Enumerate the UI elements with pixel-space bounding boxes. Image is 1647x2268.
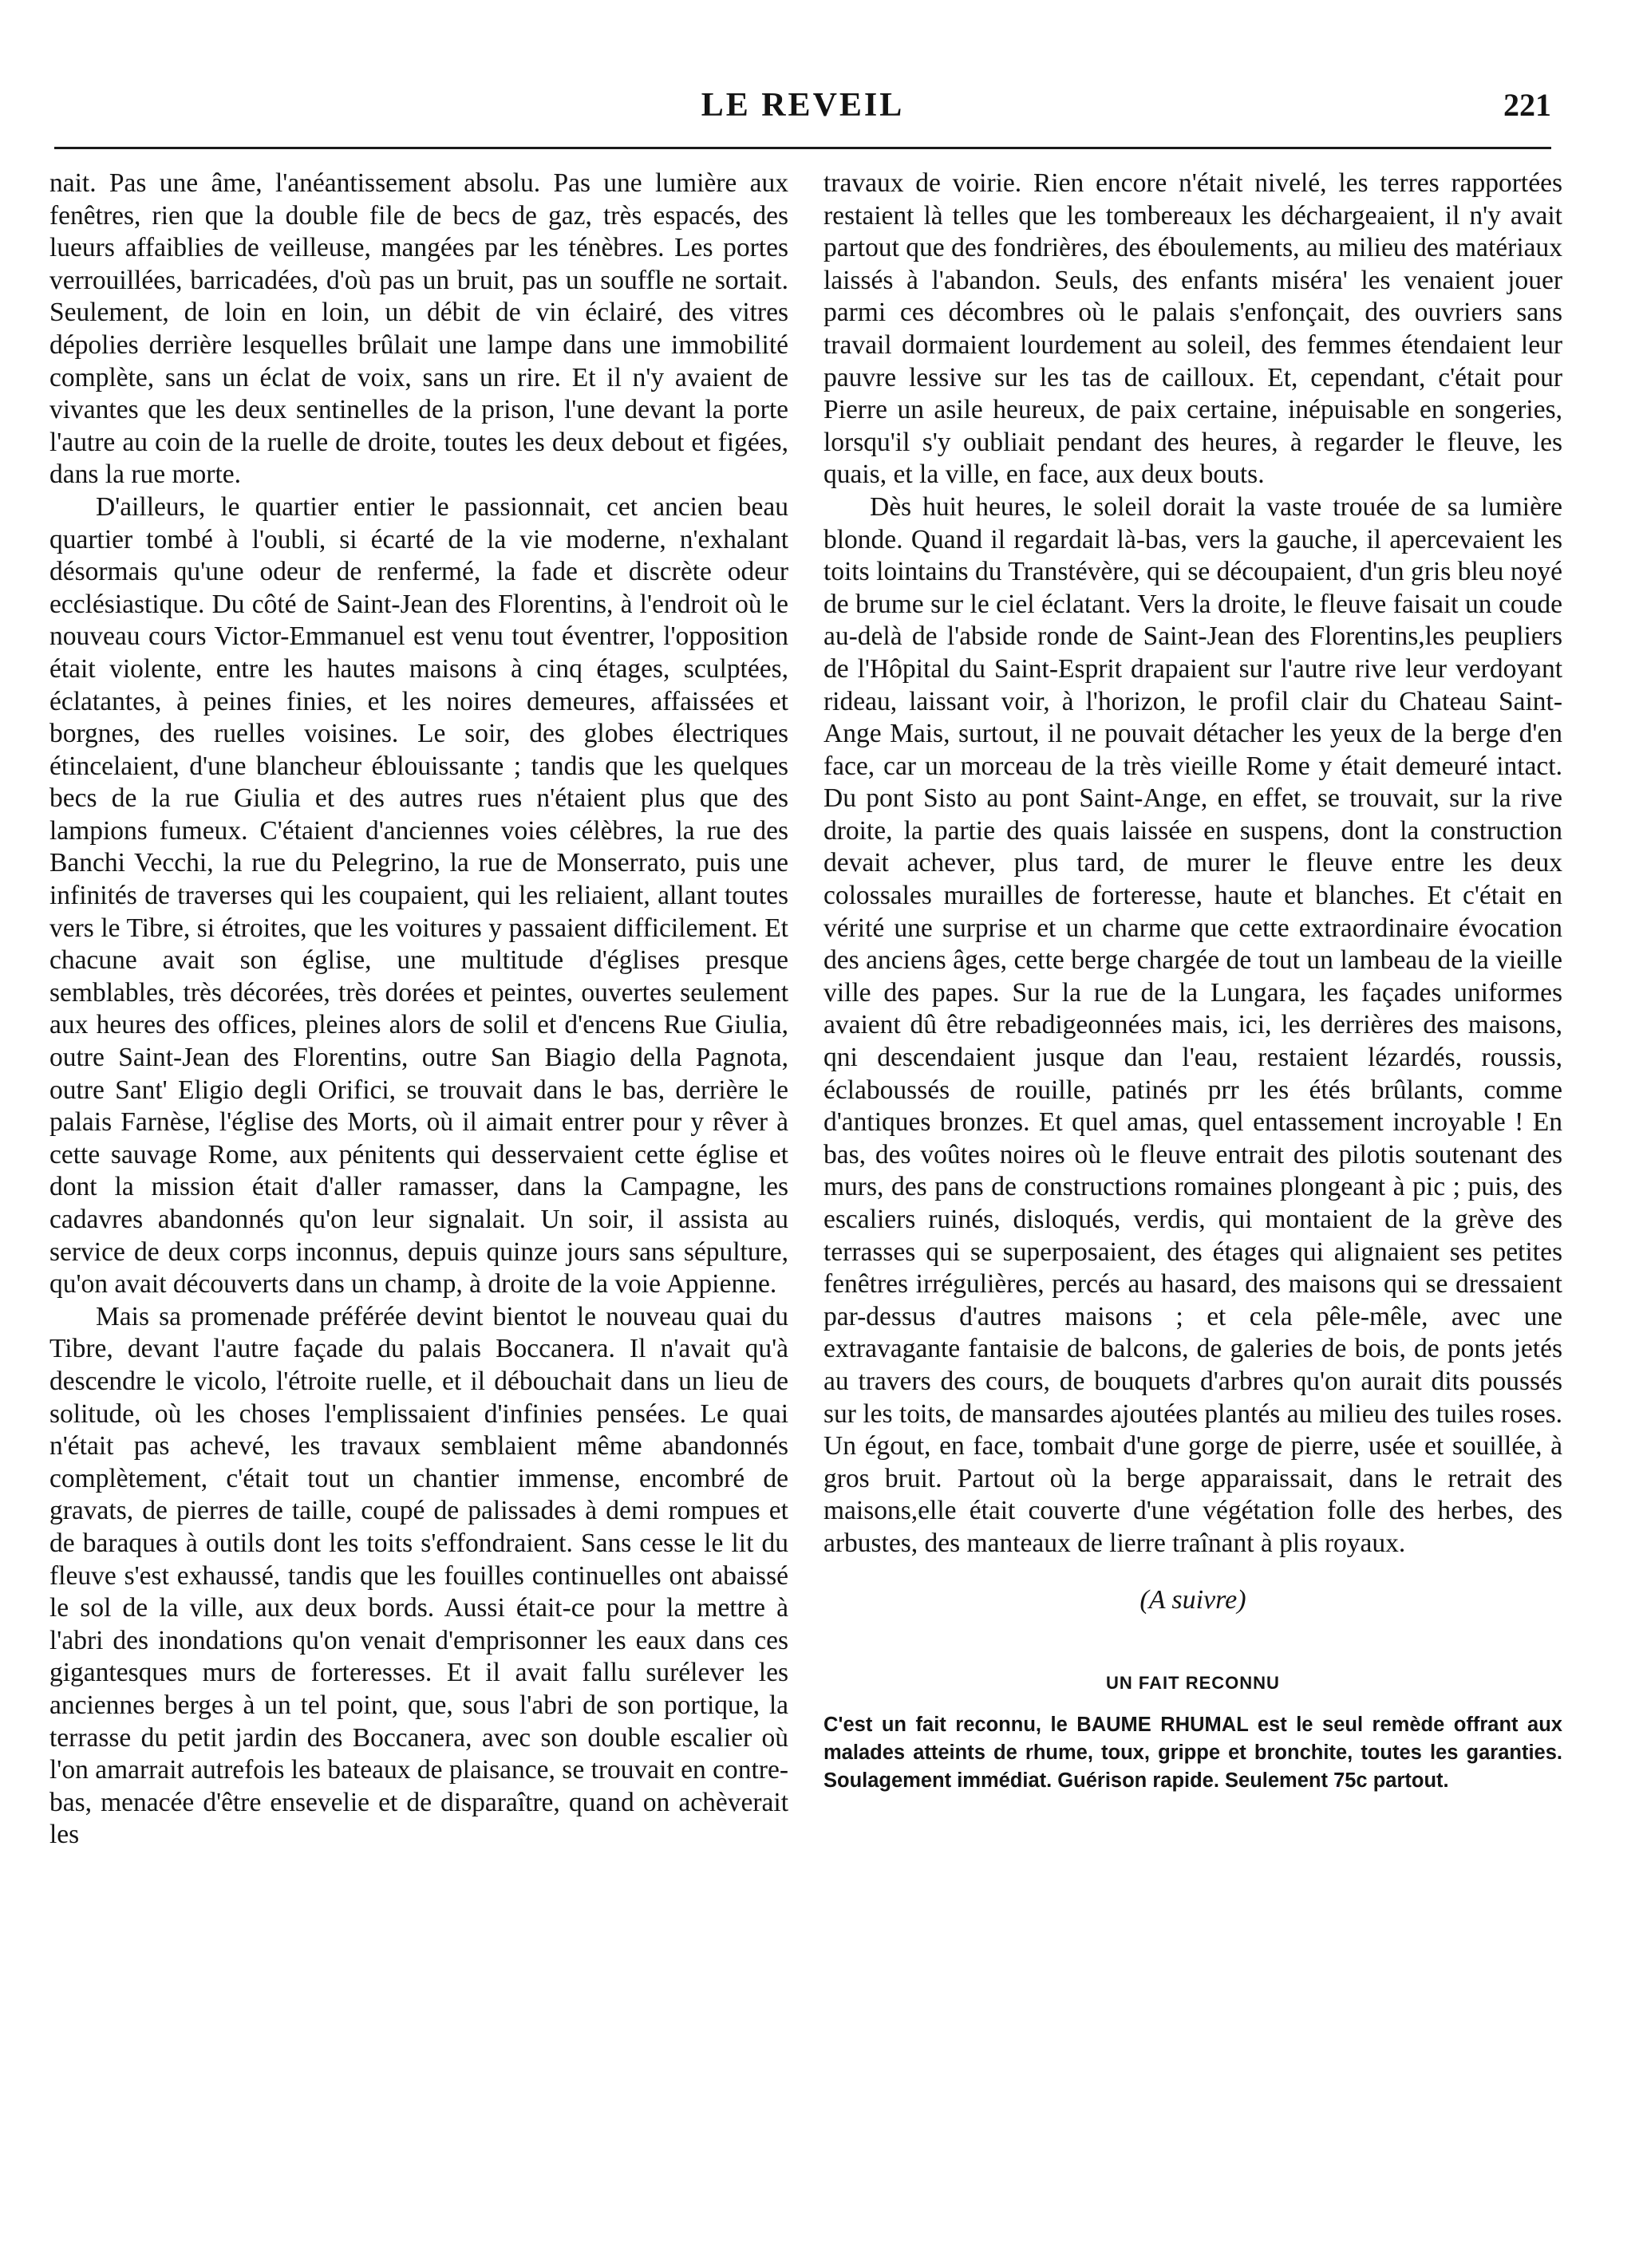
publication-title: LE REVEIL (701, 87, 905, 124)
to-be-continued: (A suivre) (1139, 1584, 1246, 1615)
paragraph: Mais sa promenade préférée devint bientot le nouveau quai du Tibre, devant l'autre façade du palais Boccanera. Il n'avait qu'à descendre le vicolo, l'étroite ruelle, et il débouchait dans un lieu de solitude, où les choses l'emplissaient d'infinies pensées. Le quai n'était pas achevé, les travaux semblaient même abandonnés complètement, c'était tout un chantier immense, encombré de gravats, de pierres de taille, coupé de palissades à demi rompues et de baraques à outils dont les toits s'effondraient. Sans cesse le lit du fleuve s'est exhaussé, tandis que les fouilles continuelles ont abaissé le sol de la ville, aux deux bords. Aussi était-ce pour la mettre à l'abri des inondations qu'on venait d'emprisonner les eaux dans ces gigantesques murs de forteresses. Et il avait fallu surélever les anciennes berges à un tel point, que, sous l'abri de son portique, la terrasse du petit jardin des Boccanera, avec son double escalier où l'on amarrait autrefois les bateaux de plaisance, se trouvait en contre-bas, menacée d'être ensevelie et de disparaître, quand on achèverait les (49, 1301, 788, 1850)
header-rule (54, 147, 1551, 149)
paragraph: nait. Pas une âme, l'anéantissement absolu. Pas une lumière aux fenêtres, rien que la double file de becs de gaz, très espacés, des lueurs affaiblies de veilleuse, mangées par les ténèbres. Les portes verrouillées, barricadées, d'où pas un bruit, pas un souffle ne sortait. Seulement, de loin en loin, un débit de vin éclairé, des vitres dépolies derrière lesquelles brûlait une lampe dans une immobilité complète, sans un éclat de voix, sans un rire. Et il n'y avaient de vivantes que les deux sentinelles de la prison, l'une devant la porte l'autre au coin de la ruelle de droite, toutes les deux debout et figées, dans la rue morte. (49, 168, 788, 490)
advertisement-body: C'est un fait reconnu, le BAUME RHUMAL est le seul remède offrant aux malades atteints de rhume, toux, grippe et bronchite, toutes les garanties. Soulagement immédiat. Guérison rapide. Seulement 75c partout. (824, 1713, 1562, 1792)
page-header (54, 86, 1551, 142)
advertisement-title: UN FAIT RECONNU (1106, 1673, 1280, 1694)
left-column (49, 168, 788, 1852)
right-column (824, 168, 1562, 1795)
page-number: 221 (1503, 87, 1551, 123)
paragraph: D'ailleurs, le quartier entier le passionnait, cet ancien beau quartier tombé à l'oubli, si écarté de la vie moderne, n'exhalant désormais qu'une odeur de renfermé, la fade et discrète odeur ecclésiastique. Du côté de Saint-Jean des Florentins, à l'endroit où le nouveau cours Victor-Emmanuel est venu tout éventrer, l'opposition était violente, entre les hautes maisons à cinq étages, sculptées, éclatantes, à peines finies, et les noires demeures, affaissées et borgnes, des ruelles voisines. Le soir, des globes électriques étincelaient, d'une blancheur éblouissante ; tandis que les quelques becs de la rue Giulia et des autres rues n'étaient plus que des lampions fumeux. C'étaient d'anciennes voies célèbres, la rue des Banchi Vecchi, la rue du Pelegrino, la rue de Monserrato, puis une infinités de traverses qui les coupaient, qui les reliaient, allant toutes vers le Tibre, si étroites, que les voitures y passaient difficilement. Et chacune avait son église, une multitude d'églises presque semblables, très décorées, très dorées et peintes, ouvertes seulement aux heures des offices, pleines alors de solil et d'encens Rue Giulia, outre Saint-Jean des Florentins, outre San Biagio della Pagnota, outre Sant' Eligio degli Orifici, se trouvait dans le bas, derrière le palais Farnèse, l'église des Morts, où il aimait entrer pour y rêver à cette sauvage Rome, aux pénitents qui desservaient cette église et dont la mission était d'aller ramasser, dans la Campagne, les cadavres abandonnés qu'on leur signalait. Un soir, il assista au service de deux corps inconnus, depuis quinze jours sans sépulture, qu'on avait découverts dans un champ, à droite de la voie Appienne. (49, 491, 788, 1300)
paragraph: Dès huit heures, le soleil dorait la vaste trouée de sa lumière blonde. Quand il regardait là-bas, vers la gauche, il apercevaient les toits lointains du Transtévère, qui se découpaient, d'un gris bleu noyé de brume sur le ciel éclatant. Vers la droite, le fleuve faisait un coude au-delà de l'abside ronde de Saint-Jean des Florentins,les peupliers de l'Hôpital du Saint-Esprit drapaient sur l'autre rive leur verdoyant rideau, laissant voir, à l'horizon, le profil clair du Chateau Saint-Ange Mais, surtout, il ne pouvait détacher les yeux de la berge d'en face, car un morceau de la très vieille Rome y était demeuré intact. Du pont Sisto au pont Saint-Ange, en effet, se trouvait, sur la rive droite, la partie des quais laissée en suspens, dont la construction devait achever, plus tard, de murer le fleuve entre les deux colossales murailles de forteresse, haute et blanches. Et c'était en vérité une surprise et un charme que cette extraordinaire évocation des anciens âges, cette berge chargée de tout un lambeau de la vieille ville des papes. Sur la rue de la Lungara, les façades uniformes avaient dû être rebadigeonnées mais, ici, les derrières des maisons, qni descendaient jusque dan l'eau, restaient lézardés, roussis, éclaboussés de rouille, patinés prr les étés brûlants, comme d'antiques bronzes. Et quel amas, quel entassement incroyable ! En bas, des voûtes noires où le fleuve entrait des pilotis soutenant des murs, des pans de constructions romaines plongeant à pic ; puis, des escaliers ruinés, disloqués, verdis, qui montaient de la grève des terrasses qui se superposaient, des étages qui alignaient ses petites fenêtres irrégulières, percés au hasard, des maisons qui se dressaient par-dessus d'autres maisons ; et cela pêle-mêle, avec une extravagante fantaisie de balcons, de galeries de bois, de ponts jetés au travers des cours, de bouquets d'arbres qu'on aurait dits poussés sur les toits, de mansardes ajoutées plantés au milieu des tuiles roses. Un égout, en face, tombait d'une gorge de pierre, usée et souillée, à gros bruit. Partout où la berge apparaissait, dans le retrait des maisons,elle était couverte d'une végétation folle des herbes, des arbustes, des manteaux de lierre traînant à plis royaux. (824, 491, 1562, 1558)
paragraph: travaux de voirie. Rien encore n'était nivelé, les terres rapportées restaient là telles que les tombereaux les déchargeaient, il n'y avait partout que des fondrières, des éboulements, au milieu des matériaux laissés à l'abandon. Seuls, des enfants miséra' les venaient jouer parmi ces décombres où le palais s'enfonçait, des ouvriers sans travail dormaient lourdement au soleil, des femmes étendaient leur pauvre lessive sur les tas de cailloux. Et, cependant, c'était pour Pierre un asile heureux, de paix certaine, inépuisable en songeries, lorsqu'il s'y oubliait pendant des heures, à regarder le fleuve, les quais, et la ville, en face, aux deux bouts. (824, 168, 1562, 490)
